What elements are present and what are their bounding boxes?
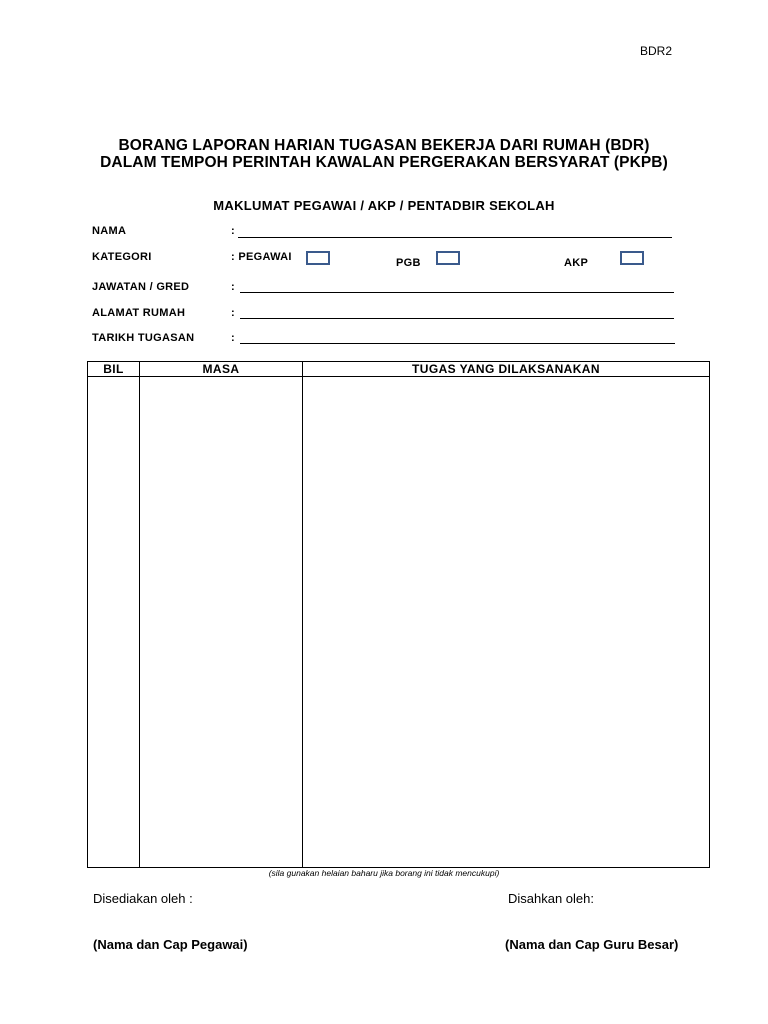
jawatan-label: JAWATAN / GRED (92, 281, 190, 293)
masa-cell[interactable] (140, 377, 303, 868)
form-title-line1: BORANG LAPORAN HARIAN TUGASAN BEKERJA DARI RUMAH (BDR) (118, 137, 650, 154)
approved-by-label: Disahkan oleh: (508, 891, 594, 906)
kategori-label: KATEGORI (92, 251, 152, 263)
alamat-colon: : (231, 307, 235, 319)
kategori-pegawai-label: : PEGAWAI (231, 251, 292, 263)
jawatan-colon: : (231, 281, 235, 293)
tarikh-colon: : (231, 332, 235, 344)
akp-checkbox[interactable] (620, 251, 644, 265)
jawatan-input-line[interactable] (240, 292, 674, 293)
table-note: (sila gunakan helaian baharu jika borang ini tidak mencukupi) (268, 868, 500, 878)
task-table (87, 361, 710, 868)
kategori-akp-label: AKP (564, 257, 589, 269)
task-table-header-row (88, 362, 710, 377)
tarikh-input-line[interactable] (240, 343, 675, 344)
form-title-line2: DALAM TEMPOH PERINTAH KAWALAN PERGERAKAN BERSYARAT (PKPB) (100, 154, 668, 171)
prepared-by-name: (Nama dan Cap Pegawai) (93, 937, 248, 952)
header-masa: MASA (140, 362, 303, 377)
alamat-label: ALAMAT RUMAH (92, 307, 186, 319)
pegawai-checkbox[interactable] (306, 251, 330, 265)
form-code: BDR2 (640, 44, 673, 58)
pgb-checkbox[interactable] (436, 251, 460, 265)
approved-by-name: (Nama dan Cap Guru Besar) (505, 937, 679, 952)
prepared-by-label: Disediakan oleh : (93, 891, 193, 906)
header-tugas: TUGAS YANG DILAKSANAKAN (303, 362, 710, 377)
tarikh-label: TARIKH TUGASAN (92, 332, 195, 344)
task-table-row (88, 377, 710, 868)
alamat-input-line[interactable] (240, 318, 674, 319)
kategori-pgb-label: PGB (396, 257, 421, 269)
tugas-cell[interactable] (303, 377, 710, 868)
nama-label: NAMA (92, 225, 127, 237)
header-bil: BIL (88, 362, 140, 377)
bil-cell[interactable] (88, 377, 140, 868)
nama-input-line[interactable] (238, 237, 672, 238)
nama-colon: : (231, 225, 235, 237)
section-title: MAKLUMAT PEGAWAI / AKP / PENTADBIR SEKOLAH (213, 198, 555, 213)
